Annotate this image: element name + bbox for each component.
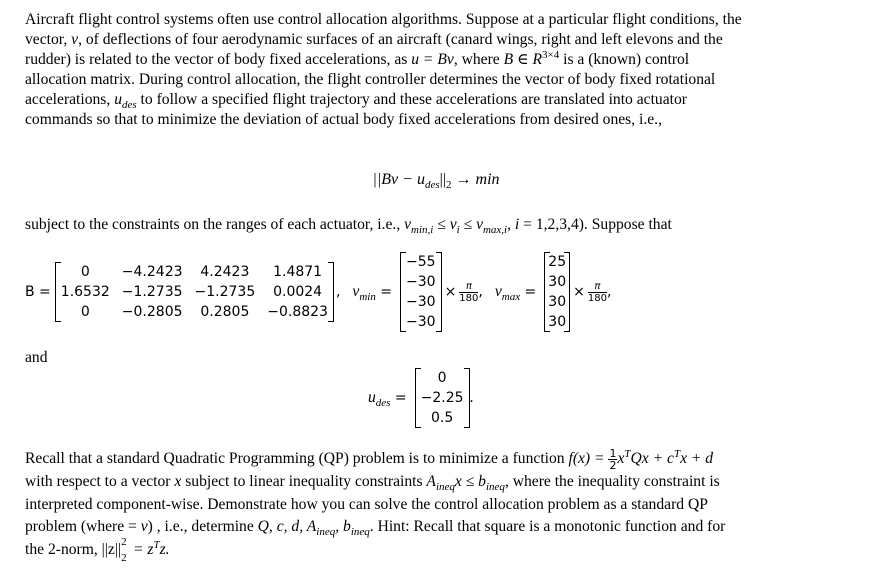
intro-paragraph — [25, 10, 855, 130]
vmin-vector — [400, 252, 442, 332]
vmin-left-bracket — [400, 252, 406, 332]
vmin-frac-den: 180 — [459, 292, 479, 304]
recall-4-sub2: ineq — [350, 526, 370, 539]
fx-eq: f(x) = — [568, 450, 609, 468]
half-den: 2 — [609, 459, 617, 472]
intro-line-3-a: rudder) is related to the vector of body fixed accelerations, as — [25, 51, 412, 68]
udes-cell: 0.5 — [430, 409, 454, 426]
vi-sub: i — [456, 224, 460, 237]
b-cell: −0.2805 — [121, 304, 183, 320]
vmax-right-bracket — [564, 252, 570, 332]
udes-eq: = — [390, 389, 407, 406]
vmax-label-v: v — [494, 283, 502, 300]
intro-line-4: allocation matrix. During control allocation, the flight controller determines the vector of body fixed rotational — [25, 71, 716, 88]
vmin-symbol: v — [404, 216, 412, 233]
recall-1-b: x — [617, 450, 625, 468]
objective-des-sub: des — [424, 179, 440, 192]
udes-left-bracket — [415, 368, 421, 428]
recall-4-v: v — [140, 518, 148, 535]
vmin-comma: , — [478, 284, 483, 300]
vmax-pi-fraction — [588, 281, 607, 304]
recall-4-vars: Q, c, d, A — [257, 518, 317, 535]
recall-2-b: subject to linear inequality constraints — [181, 473, 427, 490]
udes-row — [368, 365, 473, 430]
constraint-line — [25, 215, 855, 235]
constraint-text-c: = 1,2,3,4). Suppose that — [519, 216, 672, 233]
recall-line-5 — [25, 535, 855, 564]
vmin-frac-num: π — [459, 281, 478, 293]
vmin-label-v: v — [352, 283, 360, 300]
intro-line-3 — [25, 50, 855, 70]
des-sub: des — [121, 99, 137, 112]
u-symbol: u — [114, 91, 122, 108]
recall-paragraph — [25, 447, 855, 564]
recall-line-4 — [25, 516, 855, 539]
udes-label-u: u — [368, 388, 376, 406]
vmax-cell: 30 — [548, 314, 567, 330]
recall-4-b: ) , i.e., determine — [147, 518, 258, 535]
half-num: 1 — [609, 447, 617, 460]
matrix-b-left-bracket — [55, 262, 61, 322]
vmin-pi-fraction — [459, 281, 478, 304]
vmax-sub: max,i — [482, 224, 508, 237]
i-symbol: i — [514, 216, 520, 233]
vmax-cell: 30 — [548, 274, 567, 290]
recall-2-x: x — [174, 473, 182, 490]
recall-4-c: , b — [335, 518, 351, 535]
intro-line-5-b: to follow a specified flight trajectory and these accelerations are translated into actuator — [136, 91, 687, 108]
recall-1-c: Qx + c — [630, 450, 674, 468]
recall-2-bsub: ineq — [485, 481, 505, 494]
vmin-cell: −30 — [406, 274, 436, 290]
matrix-b-comma: , — [335, 284, 341, 300]
b-cell: 0 — [80, 304, 90, 320]
vmax-frac-num: π — [588, 281, 607, 293]
matrix-row — [25, 254, 612, 330]
recall-1-d: x + d — [680, 450, 714, 468]
intro-line-3-b: , where — [453, 51, 504, 68]
udes-period: . — [469, 388, 474, 406]
b-cell: −1.2735 — [194, 284, 256, 300]
recall-4-sub1: ineq — [316, 526, 336, 539]
intro-line-5-a: accelerations, — [25, 91, 115, 108]
t-sup-2: T — [673, 447, 681, 460]
vmax-comma: , — [606, 284, 612, 300]
b-cell: 1.4871 — [273, 264, 323, 280]
b-label: B = — [25, 284, 51, 300]
norm-sub-sup: 2 2 — [121, 535, 127, 564]
matrix-b — [55, 262, 334, 322]
intro-line-2 — [25, 30, 855, 50]
objective-norm-sub: 2 — [446, 179, 452, 192]
recall-2-c: , where the inequality constraint is — [504, 473, 720, 490]
intro-line-3-c: is a (known) control — [559, 51, 690, 68]
objective-formula — [0, 170, 872, 190]
vmin-label-sub: min — [359, 291, 376, 304]
le-2: ≤ — [459, 216, 477, 233]
recall-4-a: problem (where = — [25, 518, 141, 535]
vmax-times: × — [573, 284, 585, 300]
vmin-cell: −30 — [406, 314, 436, 330]
intro-line-1: Aircraft flight control systems often use control allocation algorithms. Suppose at a particular flight conditions, the — [25, 11, 742, 28]
recall-2-Asub: ineq — [435, 481, 455, 494]
b-cell: 0.0024 — [273, 284, 323, 300]
vmin-times: × — [444, 284, 457, 300]
b-cell: 1.6532 — [60, 284, 110, 300]
b-cell: 4.2423 — [200, 264, 250, 280]
vmin-sub: min,i — [411, 224, 434, 237]
recall-line-2 — [25, 471, 855, 494]
udes-cell: 0 — [437, 369, 447, 386]
vmax-vector — [544, 252, 570, 332]
objective-right: || — [439, 171, 447, 188]
dims-sup: 3×4 — [542, 48, 560, 61]
vmax-eq: = — [520, 284, 537, 300]
b-in-r: B ∈ R — [503, 51, 542, 68]
vmax-label — [495, 282, 536, 302]
recall-2-A: A — [426, 473, 436, 490]
vmin-eq: = — [375, 284, 393, 300]
recall-2-x2: x ≤ b — [454, 473, 486, 490]
vmax-symbol: v — [476, 216, 483, 233]
v-symbol: v — [71, 31, 79, 48]
vmax-left-bracket — [544, 252, 550, 332]
le-1: ≤ — [433, 216, 450, 233]
b-cell: 0.2805 — [200, 304, 250, 320]
udes-right-bracket — [464, 368, 470, 428]
udes-label-sub: des — [375, 396, 391, 409]
recall-5-c: z. — [159, 540, 170, 558]
recall-4-d: . Hint: Recall that square is a monotonic function and for — [369, 518, 726, 535]
b-cell: −0.8823 — [267, 304, 328, 320]
and-text: and — [25, 349, 48, 366]
constraint-text-a: subject to the constraints on the ranges of each actuator, i.e., — [25, 216, 405, 233]
matrix-b-right-bracket — [328, 262, 334, 322]
vmax-frac-den: 180 — [587, 292, 607, 304]
vi-symbol: v — [449, 216, 457, 233]
u-eq-bv: u = Bv — [411, 51, 454, 68]
vmin-label — [352, 282, 392, 302]
vmax-cell: 25 — [548, 254, 567, 270]
b-cell: −1.2735 — [121, 284, 183, 300]
recall-2-a: with respect to a vector — [25, 473, 175, 490]
udes-label — [368, 388, 407, 408]
recall-5-b: = z — [129, 540, 154, 558]
udes-cell: −2.25 — [420, 389, 464, 406]
objective-arrow: → min — [451, 171, 500, 188]
intro-line-6: commands so that to minimize the deviation of actual body fixed accelerations from desired ones, i.e., — [25, 111, 662, 128]
vmax-cell: 30 — [548, 294, 567, 310]
recall-line-1 — [25, 448, 855, 471]
vmin-cell: −55 — [406, 254, 436, 270]
objective-left: ||Bv − u — [372, 171, 425, 188]
b-cell: 0 — [80, 264, 90, 280]
t-sup-1: T — [624, 447, 631, 460]
udes-vector — [415, 368, 470, 428]
recall-5-T: T — [153, 538, 160, 551]
vmin-right-bracket — [436, 252, 442, 332]
recall-1-a: Recall that a standard Quadratic Programming (QP) problem is to minimize a function — [25, 450, 569, 468]
vmin-cell: −30 — [406, 294, 436, 310]
vmax-label-sub: max — [501, 291, 521, 304]
recall-line-3: interpreted component-wise. Demonstrate how you can solve the control allocation problem as a standard QP — [25, 495, 708, 513]
b-cell: −4.2423 — [121, 264, 183, 280]
constraint-text-b: , — [507, 216, 515, 233]
intro-line-2-b: , of deflections of four aerodynamic surfaces of an aircraft (canard wings, right and left elevons and the — [78, 31, 723, 48]
intro-line-2-a: vector, — [25, 31, 72, 48]
intro-line-5 — [25, 90, 855, 110]
recall-5-a: the 2-norm, ||z|| — [25, 540, 122, 558]
